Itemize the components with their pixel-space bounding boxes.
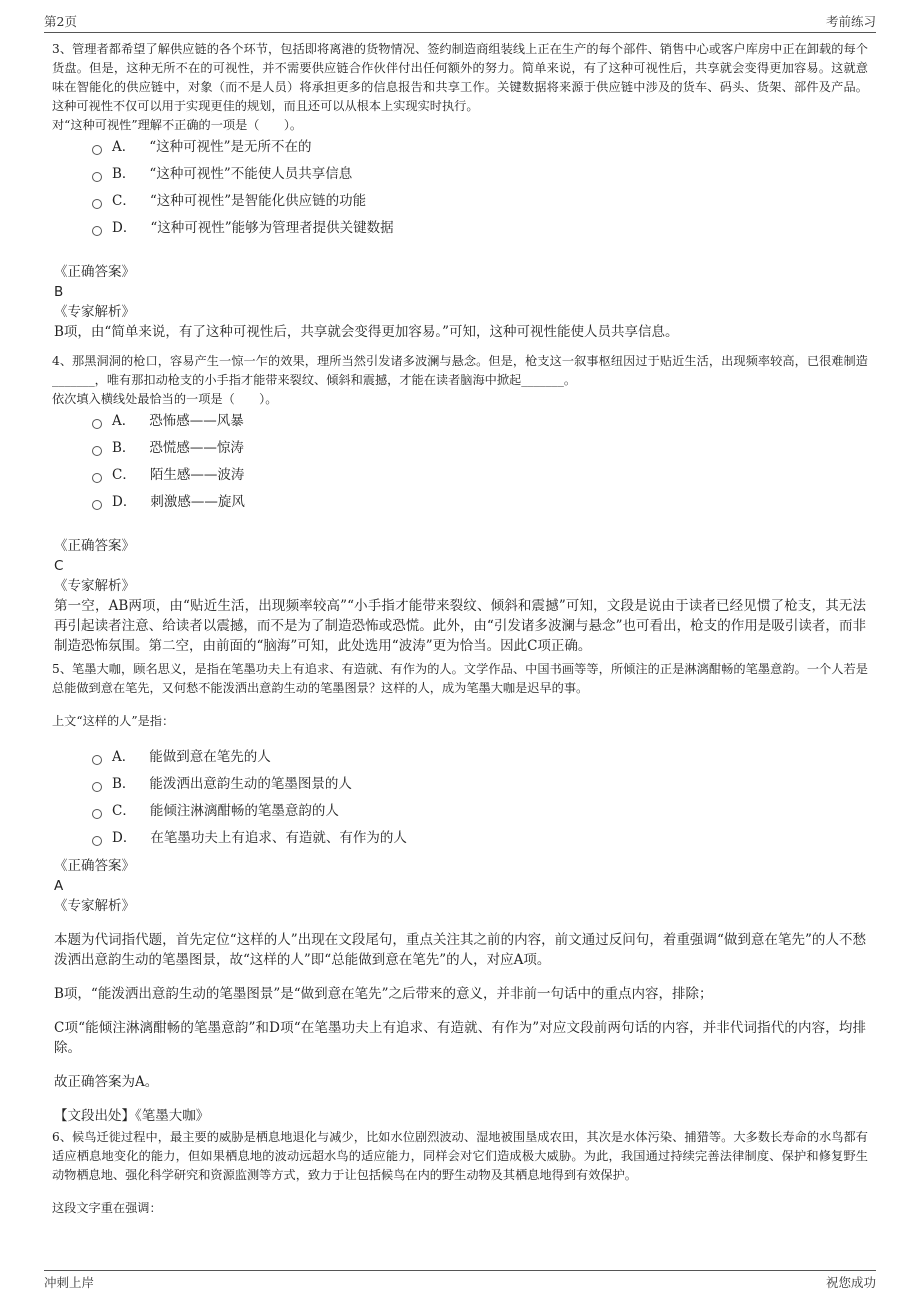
question-6-text: [52, 1128, 868, 1218]
question-5-stem: 5、笔墨大咖，顾名思义，是指在笔墨功夫上有追求、有造就、有作为的人。文学作品、中国书画等等，所倾注的正是淋漓酣畅的笔墨意韵。一个人若是总能做到意在笔先，又何愁不能泼洒出意韵生动的笔墨图景？这样的人，成为笔墨大咖是迟早的事。: [52, 662, 868, 695]
radio-icon[interactable]: [92, 782, 102, 792]
radio-icon[interactable]: [92, 172, 102, 182]
answer-label: 《正确答案》: [54, 538, 135, 554]
question-3-options: [92, 134, 692, 242]
radio-icon[interactable]: [92, 809, 102, 819]
analysis-text: B项，由“简单来说，有了这种可视性后，共享就会变得更加容易。”可知，这种可视性能使人员共享信息。: [54, 324, 679, 340]
analysis-label: 《专家解析》: [54, 578, 135, 594]
analysis-paragraph: 本题为代词指代题，首先定位“这样的人”出现在文段尾句，重点关注其之前的内容，前文通过反问句，着重强调“做到意在笔先”的人不愁泼洒出意韵生动的笔墨图景，故“这样的人”即“总能做到意在笔先”的人，对应A项。: [54, 932, 866, 968]
question-4-answer-block: [54, 536, 866, 656]
radio-icon[interactable]: [92, 419, 102, 429]
answer-value: B: [54, 284, 64, 300]
option-4b[interactable]: B． 恐慌感——惊涛: [92, 435, 692, 462]
question-5-options: [92, 744, 692, 852]
page-number: 第2页: [44, 14, 77, 29]
radio-icon[interactable]: [92, 199, 102, 209]
header-title: 考前练习: [825, 14, 876, 29]
question-6-prompt: 这段文字重在强调：: [52, 1201, 162, 1215]
question-4-options: [92, 408, 692, 516]
question-5-answer-block: [54, 856, 866, 1126]
answer-label: 《正确答案》: [54, 858, 135, 874]
analysis-paragraph: C项“能倾注淋漓酣畅的笔墨意韵”和D项“在笔墨功夫上有追求、有造就、有作为”对应文段前两句话的内容，并非代词指代的内容，均排除。: [54, 1020, 866, 1056]
question-5-prompt: 上文“这样的人”是指：: [52, 714, 175, 728]
footer-right: 祝您成功: [825, 1275, 876, 1290]
question-3-answer-block: [54, 262, 866, 342]
answer-label: 《正确答案》: [54, 264, 135, 280]
question-4-stem: 4、那黑洞洞的枪口，容易产生一惊一乍的效果，理所当然引发诸多波澜与悬念。但是，枪支这一叙事枢纽因过于贴近生活，出现频率较高，已很难制造_______，唯有那扣动枪支的小手指才能带来裂纹、倾斜和震撼，才能在读者脑海中掀起_______。: [52, 354, 868, 387]
option-3b[interactable]: B． “这种可视性”不能使人员共享信息: [92, 161, 692, 188]
page-header: [44, 12, 876, 33]
answer-value: A: [54, 878, 64, 894]
option-5d[interactable]: D． 在笔墨功夫上有追求、有造就、有作为的人: [92, 825, 692, 852]
option-4a[interactable]: A． 恐怖感——风暴: [92, 408, 692, 435]
option-4c[interactable]: C． 陌生感——波涛: [92, 462, 692, 489]
radio-icon[interactable]: [92, 500, 102, 510]
analysis-paragraph: 故正确答案为A。: [54, 1074, 159, 1090]
analysis-text: 第一空，AB两项，由“贴近生活，出现频率较高”“小手指才能带来裂纹、倾斜和震撼”可知，文段是说由于读者已经见惯了枪支，其无法再引起读者注意、给读者以震撼，而不是为了制造恐怖或恐慌。此外，由“引发诸多波澜与悬念”也可看出，枪支的作用是吸引读者，而非制造恐怖氛围。第二空，由前面的“脑海”可知，此处选用“波涛”更为恰当。因此C项正确。: [54, 598, 866, 654]
question-6-stem: 6、候鸟迁徙过程中，最主要的威胁是栖息地退化与减少，比如水位剧烈波动、湿地被围垦成农田，其次是水体污染、捕猎等。大多数长寿命的水鸟都有适应栖息地变化的能力，但如果栖息地的波动远超水鸟的适应能力，同样会对它们造成极大威胁。为此，我国通过持续完善法律制度、保护和修复野生动物栖息地、强化科学研究和资源监测等方式，致力于让包括候鸟在内的野生动物及其栖息地得到有效保护。: [52, 1130, 868, 1182]
question-3-text: [52, 40, 868, 135]
radio-icon[interactable]: [92, 836, 102, 846]
option-4d[interactable]: D． 刺激感——旋风: [92, 489, 692, 516]
question-3-prompt: 对“这种可视性”理解不正确的一项是（ ）。: [52, 118, 303, 132]
question-4-text: [52, 352, 868, 409]
radio-icon[interactable]: [92, 145, 102, 155]
option-5a[interactable]: A． 能做到意在笔先的人: [92, 744, 692, 771]
option-3c[interactable]: C． “这种可视性”是智能化供应链的功能: [92, 188, 692, 215]
option-5c[interactable]: C． 能倾注淋漓酣畅的笔墨意韵的人: [92, 798, 692, 825]
option-5b[interactable]: B． 能泼洒出意韵生动的笔墨图景的人: [92, 771, 692, 798]
question-3-stem: 3、管理者都希望了解供应链的各个环节，包括即将离港的货物情况、签约制造商组装线上正在生产的每个部件、销售中心或客户库房中正在卸载的每个货盘。但是，这种无所不在的可视性，并不需要供应链合作伙伴付出任何额外的努力。简单来说，有了这种可视性后，共享就会变得更加容易。这就意味在智能化的供应链中，对象（而不是人员）将承担更多的信息报告和共享工作。关键数据将来源于供应链中涉及的货车、码头、货架、部件及产品。这种可视性不仅可以用于实现更佳的规划，而且还可以从根本上实现实时执行。: [52, 42, 868, 113]
source-note: 【文段出处】《笔墨大咖》: [54, 1108, 210, 1124]
radio-icon[interactable]: [92, 226, 102, 236]
option-3d[interactable]: D． “这种可视性”能够为管理者提供关键数据: [92, 215, 692, 242]
answer-value: C: [54, 558, 64, 574]
radio-icon[interactable]: [92, 473, 102, 483]
analysis-paragraph: B项，“能泼洒出意韵生动的笔墨图景”是“做到意在笔先”之后带来的意义，并非前一句话中的重点内容，排除；: [54, 986, 713, 1002]
radio-icon[interactable]: [92, 446, 102, 456]
footer-left: 冲刺上岸: [44, 1275, 95, 1290]
question-4-prompt: 依次填入横线处最恰当的一项是（ ）。: [52, 392, 278, 406]
option-3a[interactable]: A． “这种可视性”是无所不在的: [92, 134, 692, 161]
question-5-text: [52, 660, 868, 731]
analysis-label: 《专家解析》: [54, 898, 135, 914]
analysis-label: 《专家解析》: [54, 304, 135, 320]
page-footer: [44, 1270, 876, 1297]
radio-icon[interactable]: [92, 755, 102, 765]
